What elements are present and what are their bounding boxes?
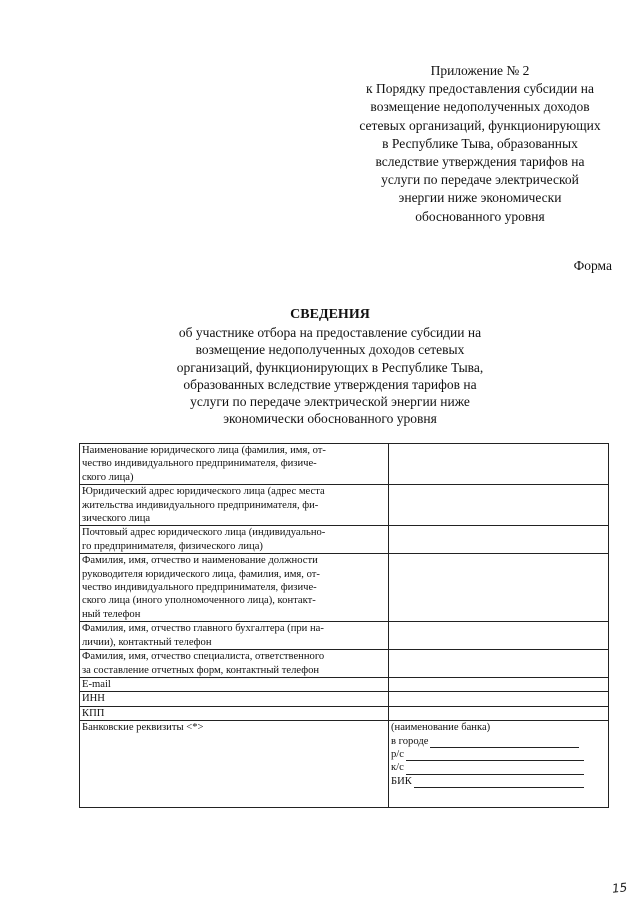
email-field[interactable] [389,677,609,691]
bik-label: БИК [391,775,412,787]
field-label: Фамилия, имя, отчество главного бухгалтера (при на- личии), контактный телефон [80,622,389,650]
appendix-line: энергии ниже экономически [398,190,562,206]
rs-blank[interactable] [406,749,584,761]
table-row [80,706,609,720]
field-label: Фамилия, имя, отчество специалиста, ответственного за составление отчетных форм, контактный телефон [80,650,389,678]
field-label: КПП [80,706,389,720]
field-label: Почтовый адрес юридического лица (индивидуально- го предпринимателя, физического лица) [80,526,389,554]
table-row [80,444,609,485]
document-subtitle-line: услуги по передаче электрической энергии ниже [190,394,470,410]
rs-line [391,748,606,761]
field-label: Юридический адрес юридического лица (адрес места жительства индивидуального предпринимателя, фи- зического лица [80,485,389,526]
field-label: Фамилия, имя, отчество и наименование должности руководителя юридического лица, фамилия, имя, от- чество индивидуального предпринимателя, физиче- ского лица (иного уполномоченного лица), контакт- ный телефон [80,554,389,622]
bank-city-blank[interactable] [430,736,579,748]
ks-blank[interactable] [406,763,584,775]
form-label: Форма [573,258,612,273]
document-subtitle-line: об участнике отбора на предоставление субсидии на [178,325,482,341]
bank-name-label: (наименование банка) [391,722,491,734]
table-row [80,650,609,678]
document-subtitle-line: экономически обоснованного уровня [223,411,437,427]
table-row [80,554,609,622]
table-row [80,526,609,554]
document-subtitle-line: возмещение недополученных доходов сетевых [195,342,465,358]
table-row [80,622,609,650]
appendix-title: Приложение № 2 [430,63,530,78]
document-subtitle-line: организаций, функционирующих в Республике Тыва, [176,359,484,375]
field-value[interactable] [389,554,609,622]
field-label: Наименование юридического лица (фамилия, имя, от- чество индивидуального предпринимателя, физиче- ского лица) [80,444,389,485]
field-label: E-mail [80,677,389,691]
bik-blank[interactable] [414,776,584,788]
appendix-line: сетевых организаций, функционирующих [359,117,601,133]
appendix-line: к Порядку предоставления субсидии на [366,81,594,97]
rs-label: р/с [391,748,404,760]
appendix-line: обоснованного уровня [415,208,545,224]
info-table [79,443,609,808]
page-number: 15 [611,880,628,896]
document-heading [100,306,560,427]
kpp-field[interactable] [389,706,609,720]
field-value[interactable] [389,485,609,526]
appendix-line: в Республике Тыва, образованных [382,135,578,151]
field-value[interactable] [389,526,609,554]
ks-label: к/с [391,762,404,774]
document-subtitle-line: образованных вследствие утверждения тарифов на [183,376,477,392]
appendix-header [330,62,630,226]
bank-details [389,721,609,808]
table-row [80,677,609,691]
field-label: ИНН [80,692,389,706]
field-value[interactable] [389,650,609,678]
table-row [80,485,609,526]
ks-line [391,761,606,774]
document-title: СВЕДЕНИЯ [290,307,370,322]
bik-line [391,775,606,788]
field-label: Банковские реквизиты <*> [80,721,389,808]
bank-city-line [391,735,606,748]
table-row [80,721,609,808]
appendix-line: вследствие утверждения тарифов на [375,154,585,170]
field-value[interactable] [389,622,609,650]
table-row [80,692,609,706]
inn-field[interactable] [389,692,609,706]
bank-city-label: в городе [391,735,429,747]
field-value[interactable] [389,444,609,485]
appendix-line: услуги по передаче электрической [381,172,579,188]
appendix-line: возмещение недополученных доходов [370,99,590,115]
